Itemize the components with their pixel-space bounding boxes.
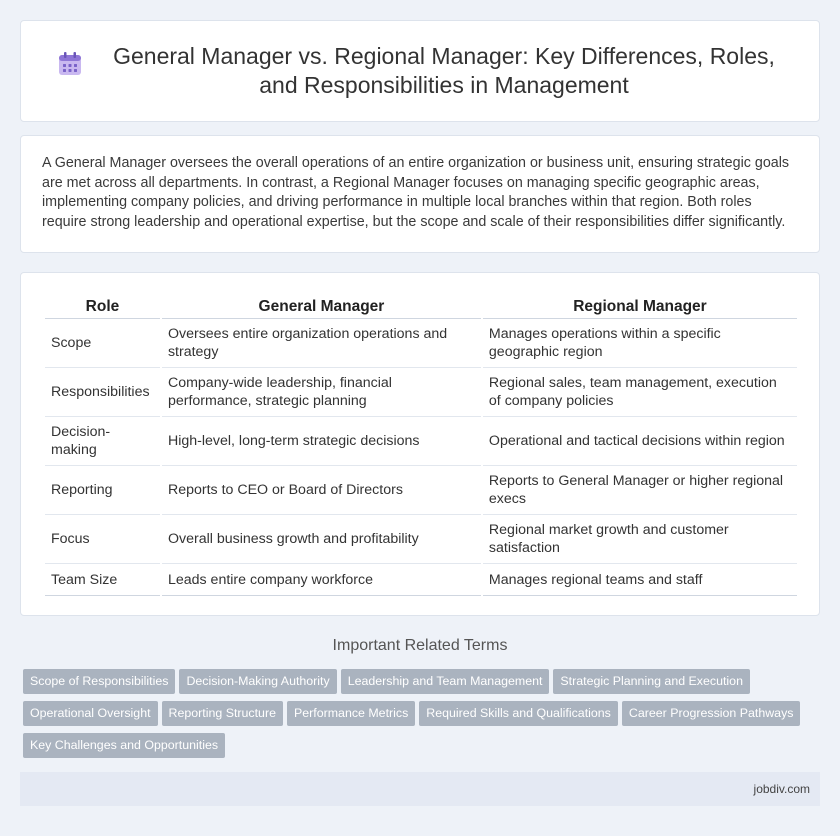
table-row: [45, 466, 797, 515]
table-header-row: [45, 293, 797, 319]
tag-reporting-structure[interactable]: Reporting Structure: [162, 701, 283, 726]
table-cell: Team Size: [45, 564, 160, 596]
tag-operational-oversight[interactable]: Operational Oversight: [23, 701, 158, 726]
table-cell: High-level, long-term strategic decisions: [162, 417, 481, 466]
tag-career-progression-pathways[interactable]: Career Progression Pathways: [622, 701, 801, 726]
table-cell: Reporting: [45, 466, 160, 515]
related-terms-tags: [23, 669, 823, 765]
table-cell: Scope: [45, 319, 160, 368]
table-cell: Responsibilities: [45, 368, 160, 417]
comparison-table: [43, 293, 799, 596]
header-role: Role: [45, 293, 160, 319]
table-cell: Manages regional teams and staff: [483, 564, 797, 596]
table-row: [45, 319, 797, 368]
tag-performance-metrics[interactable]: Performance Metrics: [287, 701, 415, 726]
table-cell: Overall business growth and profitability: [162, 515, 481, 564]
footer-site-link[interactable]: jobdiv.com: [753, 782, 810, 796]
table-cell: Leads entire company workforce: [162, 564, 481, 596]
table-cell: Regional sales, team management, execution of company policies: [483, 368, 797, 417]
table-row: [45, 368, 797, 417]
related-terms-title: Important Related Terms: [332, 637, 508, 654]
page-title: General Manager vs. Regional Manager: Key Differences, Roles, and Responsibilities in Management: [113, 43, 775, 98]
intro-card: [20, 135, 820, 253]
table-cell: Company-wide leadership, financial performance, strategic planning: [162, 368, 481, 417]
table-cell: Focus: [45, 515, 160, 564]
table-row: [45, 417, 797, 466]
header-regional-manager: Regional Manager: [483, 293, 797, 319]
table-cell: Reports to CEO or Board of Directors: [162, 466, 481, 515]
table-cell: Operational and tactical decisions within region: [483, 417, 797, 466]
table-row: [45, 515, 797, 564]
tag-strategic-planning-and-execution[interactable]: Strategic Planning and Execution: [553, 669, 750, 694]
header-card: [20, 20, 820, 122]
table-cell: Decision-making: [45, 417, 160, 466]
tag-decision-making-authority[interactable]: Decision-Making Authority: [179, 669, 336, 694]
tag-key-challenges-and-opportunities[interactable]: Key Challenges and Opportunities: [23, 733, 225, 758]
tag-leadership-and-team-management[interactable]: Leadership and Team Management: [341, 669, 550, 694]
table-cell: Regional market growth and customer satisfaction: [483, 515, 797, 564]
tag-scope-of-responsibilities[interactable]: Scope of Responsibilities: [23, 669, 175, 694]
table-cell: Oversees entire organization operations and strategy: [162, 319, 481, 368]
tag-required-skills-and-qualifications[interactable]: Required Skills and Qualifications: [419, 701, 618, 726]
footer: [20, 772, 820, 806]
header-general-manager: General Manager: [162, 293, 481, 319]
calendar-icon: [56, 50, 84, 78]
comparison-table-card: [20, 272, 820, 616]
table-cell: Reports to General Manager or higher regional execs: [483, 466, 797, 515]
intro-text: A General Manager oversees the overall operations of an entire organization or business unit, ensuring strategic goals are met across all departments. In contrast, a Regional Manager focuses on managing specific geographic areas, implementing company policies, and driving performance in multiple local branches within that region. Both roles require strong leadership and operational expertise, but the scope and scale of their responsibilities differ significantly.: [42, 155, 790, 230]
table-cell: Manages operations within a specific geographic region: [483, 319, 797, 368]
table-row: [45, 564, 797, 596]
